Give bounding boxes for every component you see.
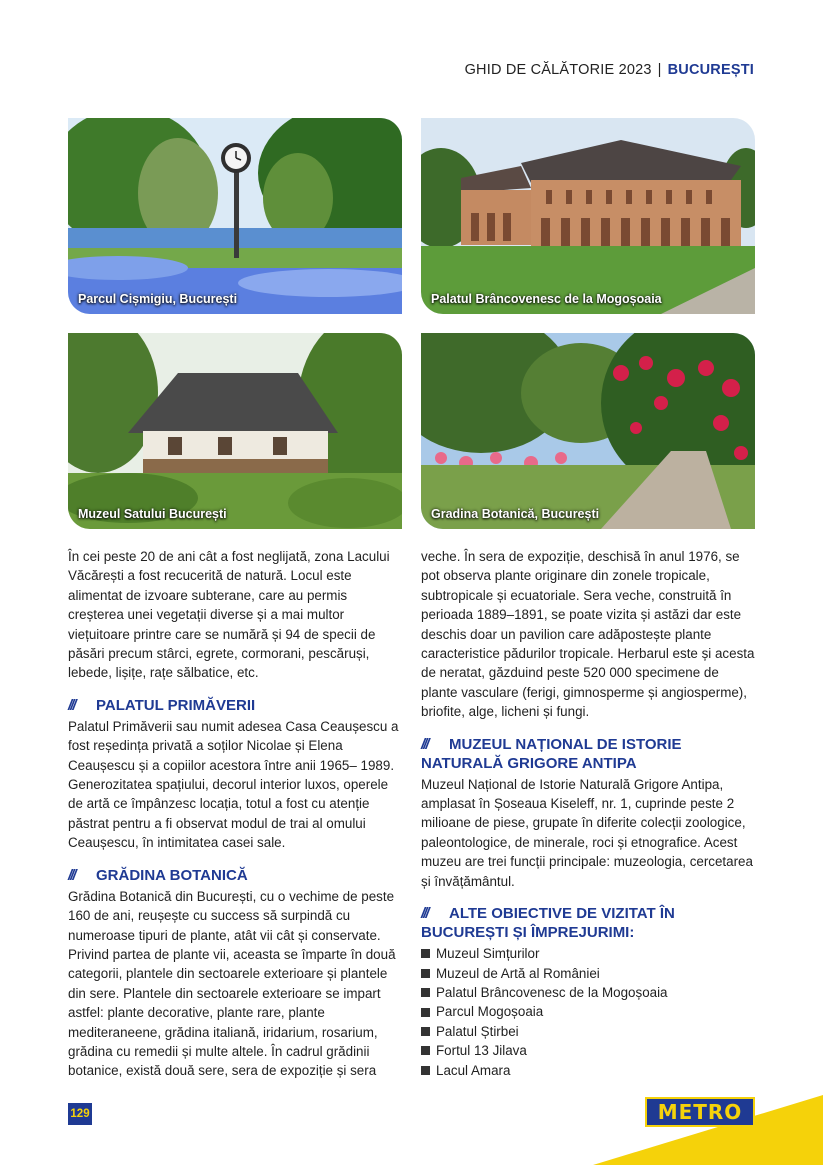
heading-marker-icon: /// (68, 696, 75, 714)
photo-muzeul-satului (68, 333, 402, 529)
header-city: BUCUREȘTI (667, 62, 754, 78)
bullet-square-icon (421, 1046, 430, 1055)
photo-mogosoaia-image (421, 118, 755, 314)
section-heading-muzeul-antipa (421, 735, 757, 773)
photo-muzeul-satului-image (68, 333, 402, 529)
photo-caption: Muzeul Satului București (78, 507, 227, 521)
heading-marker-icon: /// (421, 905, 428, 923)
list-item: Muzeul Simțurilor (421, 944, 757, 963)
list-item: Palatul Știrbei (421, 1022, 757, 1041)
bullet-square-icon (421, 1008, 430, 1017)
bullet-square-icon (421, 949, 430, 958)
heading-text: ALTE OBIECTIVE DE VIZITAT ÎN BUCUREȘTI ȘI ÎMPREJURIMI: (421, 905, 675, 942)
metro-logo-text: METRO (657, 1100, 743, 1124)
continuation-paragraph: veche. În sera de expoziție, deschisă în anul 1976, se pot observa plante originare din zonele tropicale, subtropicale și ecuatoriale. Sera veche, construită în perioada 1889–1891, se poate vizita și astăzi dar este deschis doar un pavilion care adăpostește plante caracteristice pădurilor tropicale. Herbarul este și acesta de neratat, găzduind peste 520 000 specimene de plante vasculare (ferigi, gimnosperme și angiosperme), briofite, alge, licheni și fungi. (421, 549, 755, 720)
bullet-square-icon (421, 1027, 430, 1036)
objectives-list (421, 944, 757, 1080)
section-heading-gradina-botanica (68, 866, 404, 885)
right-column (421, 547, 757, 1080)
page-number: 129 (68, 1103, 92, 1125)
section-heading-alte-obiective (421, 904, 757, 942)
heading-text: PALATUL PRIMĂVERII (96, 696, 256, 714)
bullet-square-icon (421, 969, 430, 978)
bullet-square-icon (421, 1066, 430, 1075)
section-heading-palatul-primaverii (68, 696, 404, 715)
heading-marker-icon: /// (68, 866, 75, 884)
bullet-square-icon (421, 988, 430, 997)
left-column (68, 547, 404, 1081)
list-item: Lacul Amara (421, 1061, 757, 1080)
yellow-corner-decoration (463, 1075, 823, 1165)
photo-cismigiu (68, 118, 402, 314)
list-item: Muzeul de Artă al României (421, 964, 757, 983)
list-item: Fortul 13 Jilava (421, 1041, 757, 1060)
photo-caption: Palatul Brâncovenesc de la Mogoșoaia (431, 292, 662, 306)
header-separator: | (657, 62, 662, 78)
heading-marker-icon: /// (421, 735, 428, 753)
photo-mogosoaia (421, 118, 755, 314)
metro-logo (645, 1097, 755, 1127)
heading-text: GRĂDINA BOTANICĂ (96, 866, 248, 884)
gradina-botanica-paragraph: Grădina Botanică din București, cu o vechime de peste 160 de ani, reușește cu success să surpindă cu numeroase tipuri de plante, atât vii cât și conservate. Privind partea de plante vii, aceasta se împarte în două categorii, plantele din sectoarele exterioare și plantele din sere. Plantele din sectoarele exterioare se impart astfel: plante decorative, plante rare, plante mediteraneene, grădina italiană, iridarium, rosarium, grădina cu remedii și multe altele. În cadrul grădinii botanice, există două sere, sera de expoziție și sera (68, 888, 396, 1079)
palatul-primaverii-paragraph: Palatul Primăverii sau numit adesea Casa Ceaușescu a fost reședința privată a soților Nicolae și Elena Ceaușescu și a copiilor acestora între anii 1965– 1989. Generozitatea spațiului, decorul interior luxos, operele de artă ce împânzesc locația, totul a fost cu atenție păstrat pentru a fi observat modul de trai al omului Ceaușescu, în intimitatea casei sale. (68, 718, 399, 851)
photo-cismigiu-image (68, 118, 402, 314)
photo-caption: Parcul Cișmigiu, București (78, 292, 238, 306)
guide-title: GHID DE CĂLĂTORIE 2023 (464, 62, 652, 78)
photo-caption: Gradina Botanică, București (431, 507, 600, 521)
list-item: Parcul Mogoșoaia (421, 1002, 757, 1021)
photo-gradina-botanica-image (421, 333, 755, 529)
page-header (465, 62, 754, 78)
list-item: Palatul Brâncovenesc de la Mogoșoaia (421, 983, 757, 1002)
muzeul-antipa-paragraph: Muzeul Național de Istorie Naturală Grigore Antipa, amplasat în Șoseaua Kiseleff, nr. 1, cuprinde peste 2 milioane de piese, grupate în diferite colecții zoologice, paleontologice, de minerale, roci și etnografice. Acest muzeu are trei funcții principale: muzeologia, cercetarea și învățământul. (421, 776, 753, 889)
photo-gradina-botanica (421, 333, 755, 529)
intro-paragraph: În cei peste 20 de ani cât a fost neglijată, zona Lacului Văcărești a fost recucerită de natură. Locul este alimentat de izvoare subterane, care au permis creșterea unei vegetații diverse și a mai multor viețuitoare printre care se numără și 94 de specii de păsări precum stârci, egrete, cormorani, pescăruși, lebede, lișițe, rațe sălbatice, etc. (68, 549, 390, 681)
heading-text: MUZEUL NAȚIONAL DE ISTORIE NATURALĂ GRIGORE ANTIPA (421, 735, 682, 772)
